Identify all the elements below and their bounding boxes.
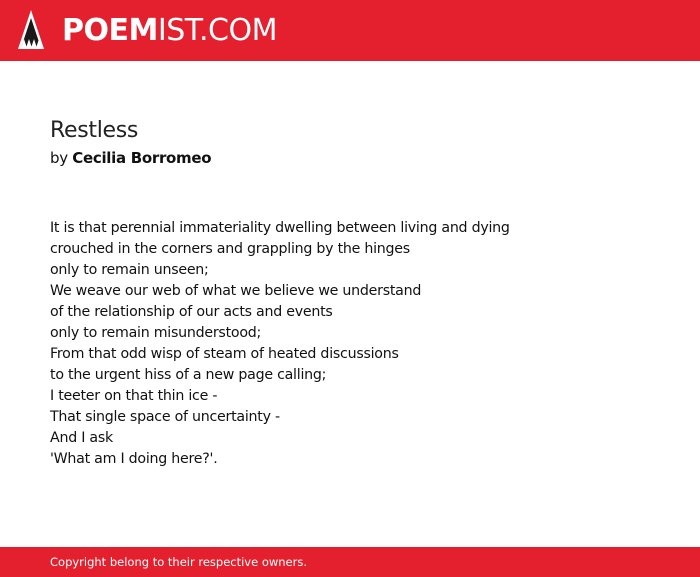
poem-line: I teeter on that thin ice -: [50, 388, 218, 404]
poem-title: Restless: [50, 118, 139, 143]
poem-line: of the relationship of our acts and events: [50, 304, 333, 320]
logo-text-light: IST.COM: [157, 13, 277, 48]
poem-line: That single space of uncertainty -: [50, 409, 280, 425]
poem-header: [50, 116, 650, 170]
logo-text-bold: POEM: [62, 13, 158, 48]
poem-line: only to remain misunderstood;: [50, 325, 262, 341]
site-logo-link[interactable]: [17, 9, 277, 53]
copyright-notice: Copyright belong to their respective owners.: [50, 555, 308, 569]
site-logo-text: [62, 9, 277, 53]
poem-line: only to remain unseen;: [50, 262, 209, 278]
poem-author: Cecilia Borromeo: [72, 149, 212, 167]
site-header: [0, 0, 700, 61]
poem-line: 'What am I doing here?'.: [50, 451, 218, 467]
pencil-tip-icon: [17, 9, 45, 53]
poem-body: [50, 218, 650, 470]
poem-byline: [50, 146, 650, 170]
poem-line: crouched in the corners and grappling by the hinges: [50, 241, 410, 257]
poem-line: From that odd wisp of steam of heated discussions: [50, 346, 399, 362]
poem-line: It is that perennial immateriality dwelling between living and dying: [50, 220, 510, 236]
poem-line: We weave our web of what we believe we understand: [50, 283, 422, 299]
by-label: by: [50, 149, 68, 167]
poem-line: to the urgent hiss of a new page calling;: [50, 367, 327, 383]
site-footer: [0, 547, 700, 577]
poem-line: And I ask: [50, 430, 113, 446]
